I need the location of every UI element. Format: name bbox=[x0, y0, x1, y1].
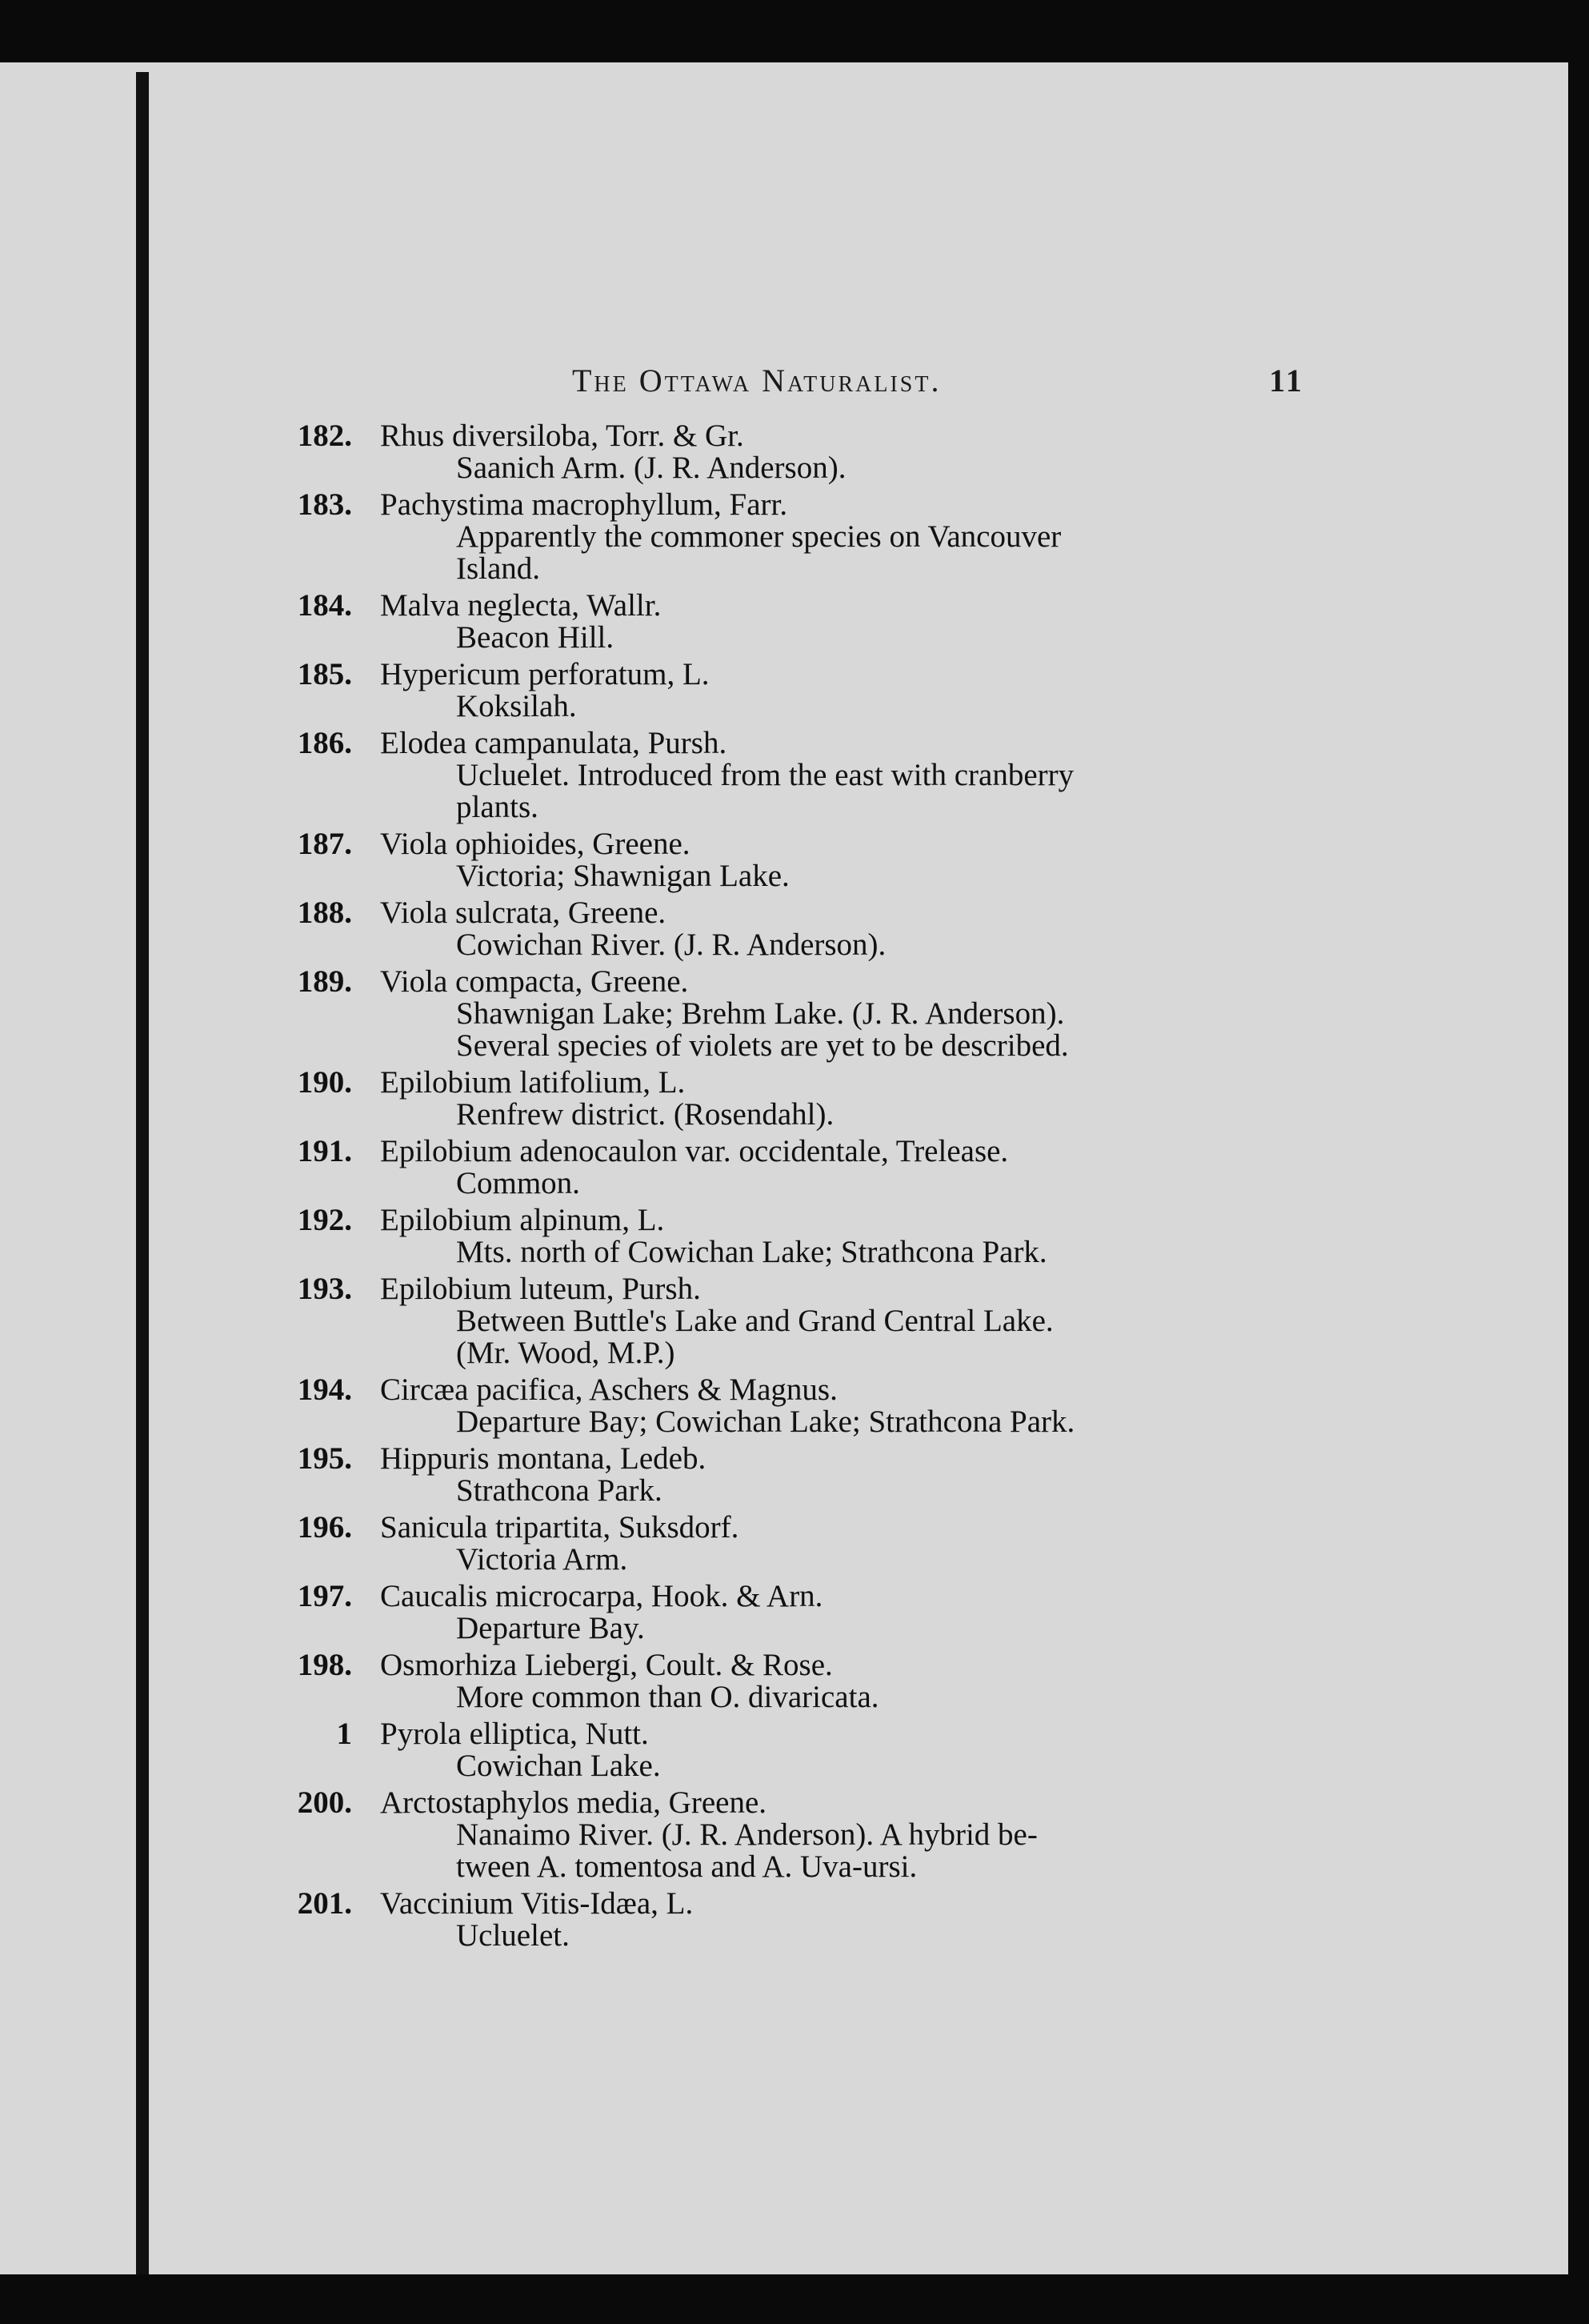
entry-number: 184. bbox=[297, 588, 352, 623]
species-name: Hippuris montana, Ledeb. bbox=[380, 1441, 706, 1476]
list-item bbox=[272, 590, 1312, 654]
list-item bbox=[272, 1888, 1312, 1952]
species-name: Epilobium luteum, Pursh. bbox=[380, 1272, 701, 1306]
species-name: Viola compacta, Greene. bbox=[380, 964, 689, 999]
species-note: Strathcona Park. bbox=[456, 1473, 662, 1508]
list-item bbox=[272, 1273, 1312, 1369]
species-name: Osmorhiza Liebergi, Coult. & Rose. bbox=[380, 1648, 833, 1682]
entry-number: 194. bbox=[297, 1372, 352, 1407]
list-item bbox=[272, 966, 1312, 1062]
species-name: Epilobium latifolium, L. bbox=[380, 1065, 686, 1100]
species-note: Mts. north of Cowichan Lake; Strathcona Park. bbox=[456, 1235, 1047, 1269]
entry-number: 197. bbox=[297, 1579, 352, 1613]
list-item bbox=[272, 1443, 1312, 1507]
species-name: Rhus diversiloba, Torr. & Gr. bbox=[380, 419, 744, 453]
list-item bbox=[272, 1067, 1312, 1131]
species-list bbox=[272, 420, 1312, 1957]
list-item bbox=[272, 727, 1312, 823]
species-note: Several species of violets are yet to be described. bbox=[456, 1028, 1069, 1063]
species-name: Pachystima macrophyllum, Farr. bbox=[380, 487, 788, 522]
species-note: Shawnigan Lake; Brehm Lake. (J. R. Anderson). bbox=[456, 996, 1065, 1031]
species-name: Circæa pacifica, Aschers & Magnus. bbox=[380, 1372, 838, 1407]
list-item bbox=[272, 420, 1312, 484]
list-item bbox=[272, 1718, 1312, 1782]
species-note: Nanaimo River. (J. R. Anderson). A hybrid be- bbox=[456, 1817, 1038, 1852]
entry-number: 190. bbox=[297, 1065, 352, 1100]
entry-number: 191. bbox=[297, 1134, 352, 1168]
species-note: Cowichan Lake. bbox=[456, 1749, 661, 1783]
species-name: Arctostaphylos media, Greene. bbox=[380, 1785, 767, 1820]
species-note: tween A. tomentosa and A. Uva-ursi. bbox=[456, 1849, 918, 1884]
list-item bbox=[272, 489, 1312, 585]
entry-number: 193. bbox=[297, 1272, 352, 1306]
species-name: Vaccinium Vitis-Idæa, L. bbox=[380, 1886, 694, 1921]
entry-number: 185. bbox=[297, 657, 352, 691]
species-note: Ucluelet. Introduced from the east with cranberry bbox=[456, 758, 1075, 792]
species-name: Viola ophioides, Greene. bbox=[380, 827, 690, 861]
species-note: Koksilah. bbox=[456, 689, 577, 723]
species-note: Cowichan River. (J. R. Anderson). bbox=[456, 928, 887, 962]
species-name: Pyrola elliptica, Nutt. bbox=[380, 1717, 649, 1751]
species-note: Apparently the commoner species on Vancouver bbox=[456, 519, 1062, 554]
entry-number: 183. bbox=[297, 487, 352, 522]
entry-number: 188. bbox=[297, 896, 352, 930]
list-item bbox=[272, 1204, 1312, 1268]
species-note: plants. bbox=[456, 790, 538, 824]
entry-number: 182. bbox=[297, 419, 352, 453]
page-number: 11 bbox=[1269, 363, 1304, 399]
species-note: Island. bbox=[456, 551, 541, 586]
entry-number: 201. bbox=[297, 1886, 352, 1921]
scan-border-left bbox=[136, 72, 149, 2281]
species-note: Between Buttle's Lake and Grand Central Lake. bbox=[456, 1304, 1054, 1338]
species-name: Epilobium alpinum, L. bbox=[380, 1203, 665, 1237]
entry-number: 187. bbox=[297, 827, 352, 861]
scan-border-bottom bbox=[0, 2274, 1589, 2324]
entry-number: 186. bbox=[297, 726, 352, 760]
list-item bbox=[272, 659, 1312, 723]
species-name: Sanicula tripartita, Suksdorf. bbox=[380, 1510, 739, 1545]
species-note: Victoria; Shawnigan Lake. bbox=[456, 859, 790, 893]
species-note: Victoria Arm. bbox=[456, 1542, 628, 1577]
list-item bbox=[272, 828, 1312, 892]
entry-number: 196. bbox=[297, 1510, 352, 1545]
list-item bbox=[272, 1581, 1312, 1645]
species-note: More common than O. divaricata. bbox=[456, 1680, 879, 1714]
species-note: Renfrew district. (Rosendahl). bbox=[456, 1097, 835, 1132]
species-note: (Mr. Wood, M.P.) bbox=[456, 1336, 675, 1370]
species-note: Departure Bay. bbox=[456, 1611, 645, 1645]
species-name: Epilobium adenocaulon var. occidentale, Trelease. bbox=[380, 1134, 1009, 1168]
entry-number: 192. bbox=[297, 1203, 352, 1237]
list-item bbox=[272, 1649, 1312, 1713]
list-item bbox=[272, 897, 1312, 961]
species-name: Caucalis microcarpa, Hook. & Arn. bbox=[380, 1579, 823, 1613]
species-name: Malva neglecta, Wallr. bbox=[380, 588, 662, 623]
species-note: Ucluelet. bbox=[456, 1918, 570, 1953]
entry-number: 1 bbox=[336, 1717, 352, 1751]
species-note: Beacon Hill. bbox=[456, 620, 614, 655]
entry-number: 200. bbox=[297, 1785, 352, 1820]
species-note: Saanich Arm. (J. R. Anderson). bbox=[456, 451, 847, 485]
species-note: Common. bbox=[456, 1166, 580, 1200]
entry-number: 189. bbox=[297, 964, 352, 999]
list-item bbox=[272, 1374, 1312, 1438]
list-item bbox=[272, 1512, 1312, 1576]
entry-number: 195. bbox=[297, 1441, 352, 1476]
list-item bbox=[272, 1136, 1312, 1200]
species-note: Departure Bay; Cowichan Lake; Strathcona Park. bbox=[456, 1404, 1075, 1439]
species-name: Viola sulcrata, Greene. bbox=[380, 896, 666, 930]
list-item bbox=[272, 1787, 1312, 1883]
species-name: Hypericum perforatum, L. bbox=[380, 657, 710, 691]
species-name: Elodea campanulata, Pursh. bbox=[380, 726, 727, 760]
entry-number: 198. bbox=[297, 1648, 352, 1682]
journal-title: The Ottawa Naturalist. bbox=[572, 363, 942, 399]
running-header bbox=[572, 362, 1304, 402]
